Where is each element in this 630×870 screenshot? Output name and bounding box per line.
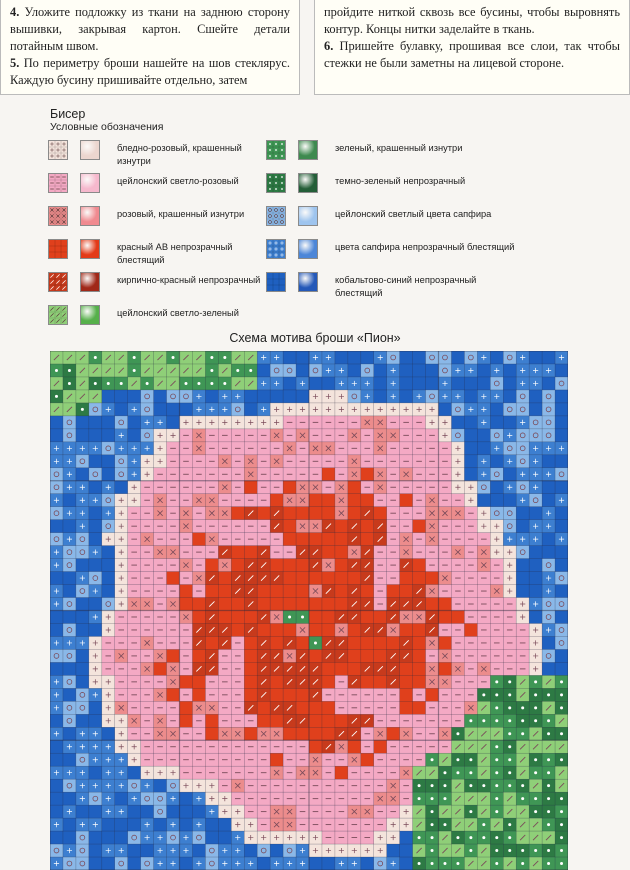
legend-symbol-swatch [48, 206, 68, 226]
instructions-left [0, 0, 300, 95]
instruction-step-4: 4. Уложите подложку из ткани на заднюю сторону вышивки, закрывая картон. Сшейте детали потайным швом. [10, 5, 290, 53]
legend-symbol-swatch [48, 272, 68, 292]
legend-item-label: цвета сапфира непрозрачный блестящий [335, 242, 515, 252]
legend-symbol-swatch [266, 206, 286, 226]
legend-item-label: зеленый, крашенный изнутри [335, 143, 463, 153]
bead-pattern-chart [50, 351, 568, 870]
legend-item-label: бледно-розовый, крашенный изнутри [117, 143, 242, 166]
legend-symbol-swatch [48, 140, 68, 160]
legend-symbol-swatch [266, 272, 286, 292]
legend-symbol-swatch [266, 140, 286, 160]
legend-item-label: кирпично-красный непрозрачный [117, 275, 261, 285]
legend-symbol-swatch [266, 173, 286, 193]
legend-bead-swatch [80, 173, 100, 193]
legend-item-label: красный AB непрозрачный блестящий [117, 242, 233, 265]
legend-symbol-swatch [266, 239, 286, 259]
legend-bead-swatch [298, 206, 318, 226]
legend-symbol-swatch [48, 173, 68, 193]
pattern-grid [50, 351, 568, 870]
legend-item-label: цейлонский светло-розовый [117, 176, 239, 186]
legend-bead-swatch [80, 140, 100, 160]
instruction-step-5-continued: пройдите ниткой сквозь все бусины, чтобы выровнять контур. Концы нитки заделайте в ткань. [324, 5, 620, 36]
instruction-step-6: 6. Пришейте булавку, прошивая все слои, так чтобы стежки не были заметны на лицевой стороне. [324, 39, 620, 70]
legend-bead-swatch [298, 239, 318, 259]
legend-item-label: розовый, крашенный изнутри [117, 209, 245, 219]
legend-symbol-swatch [48, 239, 68, 259]
legend-bead-swatch [80, 272, 100, 292]
legend-title: Бисер [50, 107, 86, 121]
legend-item-label: кобальтово-синий непрозрачный блестящий [335, 275, 477, 298]
legend-bead-swatch [80, 305, 100, 325]
legend-bead-swatch [298, 272, 318, 292]
instruction-step-5: 5. По периметру броши нашейте на шов стеклярус. Каждую бусину пришивайте отдельно, затем [10, 56, 290, 87]
legend-bead-swatch [298, 140, 318, 160]
legend-item-label: темно-зеленый непрозрачный [335, 176, 466, 186]
legend-bead-swatch [80, 206, 100, 226]
legend-bead-swatch [80, 239, 100, 259]
legend-item-label: цейлонский светло-зеленый [117, 308, 239, 318]
legend-symbol-swatch [48, 305, 68, 325]
chart-title: Схема мотива броши «Пион» [229, 331, 401, 345]
legend-bead-swatch [298, 173, 318, 193]
instructions-right [314, 0, 630, 95]
legend-item-label: цейлонский светлый цвета сапфира [335, 209, 492, 219]
legend-subtitle: Условные обозначения [50, 121, 164, 133]
